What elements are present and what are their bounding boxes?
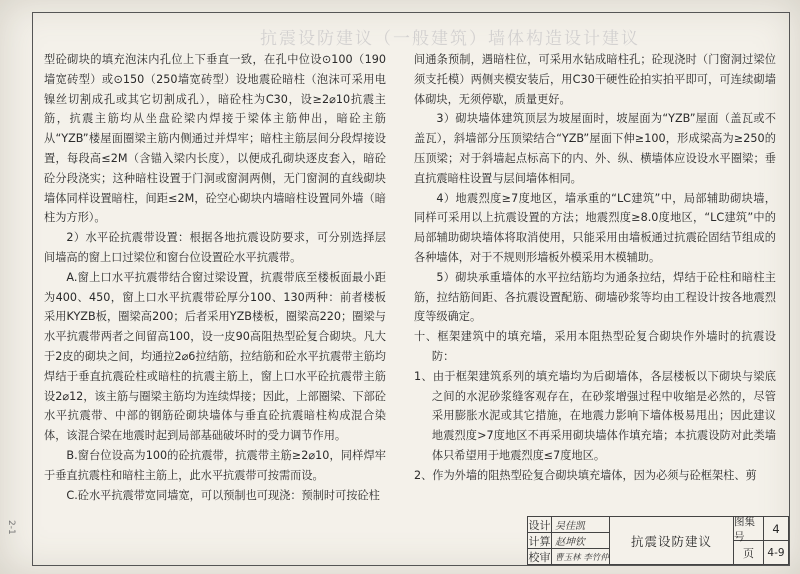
calc-label: 计算: [528, 534, 551, 548]
paragraph-horizontal-band: 2）水平砼抗震带设置：根据各地抗震设防要求，可分别选择层间墙高的窗上口过梁位和窗台位设置砼水平抗震带。: [44, 231, 386, 264]
drawing-title: 抗震设防建议: [610, 517, 734, 565]
paragraph-point-2: 2、作为外墙的阻热型砼复合砌块填充墙体，因为必须与砼框架柱、剪: [414, 468, 757, 482]
page-label: 页: [734, 541, 764, 565]
faint-watermark-title: 抗震设防建议（一般建筑）墙体构造设计建议: [260, 29, 640, 49]
check-label: 校审: [528, 550, 551, 564]
design-label: 设计: [528, 518, 551, 532]
title-block: [527, 516, 789, 565]
paragraph-item-b: B.窗台位设高为100的砼抗震带，抗震带主筋≥2⌀10，同样焊牢于垂直抗震柱和暗柱主筋上，此水平抗震带可按需而设。: [44, 448, 386, 482]
paragraph-precast-cont: 间通条预制，遇暗柱位，可采用水钻成暗柱孔；砼现浇时（门窗洞过梁位须支托模）两侧夹模安装后，用C30干硬性砼拍实拍平即可，可连续砌墙体砌块，无须停歇，质量更好。: [414, 53, 776, 106]
design-signature: 吴佳凯: [552, 517, 610, 533]
calc-signature: 赵坤钦: [552, 533, 610, 549]
set-number-label: 图集号: [734, 517, 764, 541]
left-text-column: [44, 50, 386, 505]
right-text-column: [414, 50, 776, 486]
paragraph-item-5: 5）砌块承重墙体的水平拉结筋均为通条拉结，焊结于砼柱和暗柱主筋，拉结筋间距、各抗震设置配筋、砌墙砂浆等均由工程设计按各地震烈度等级确定。: [414, 270, 776, 324]
paragraph-point-1: 1、由于框架建筑系列的填充墙均为后砌墙体，各层楼板以下砌块与梁底之间的水泥砂浆缝客观存在，在砂浆增强过程中收缩是必然的，尽管采用膨胀水泥或其它措施，在地震力影响下墙体极易甩出；因此建议地震烈度>7度地区不再采用砌块墙体作填充墙；本抗震设防对此类墙体只希望用于地震烈度≤7度地区。: [414, 369, 776, 462]
paragraph-dark-column-cont: 型砼砌块的填充泡沫内孔位上下垂直一致，在孔中位设⊙100（190墙宽砖型）或⊙150（250墙宽砖型）设地震砼暗柱（泡沫可采用电镍丝切割成孔或其它切割成孔），暗砼柱为C30，设≥2⌀10抗震主筋，抗震主筋均从坐盘砼梁内焊接于梁体主筋伸出，暗砼主筋从“YZB”楼屋面圈梁主筋内侧通过并焊牢；暗柱主筋层间分段焊接设置，每段高≤2M（含锚入梁内长度），以便成孔砌块逐皮套入，暗砼砼分段浇实；这种暗柱设置于门洞或窗洞两侧，无门窗洞的直线砌块墙体同样设置暗柱，间距≤2M，砼空心砌块内墙暗柱设置同外墙（暗柱为方形）。: [44, 53, 386, 225]
edge-mark: 2-1: [6, 520, 16, 535]
set-number-value: 4: [764, 517, 789, 541]
page-number-value: 4-9: [764, 541, 789, 565]
section-heading-ten: 十、框架建筑中的填充墙，采用本阻热型砼复合砌块作外墙时的抗震设防：: [414, 330, 776, 363]
paragraph-item-4: 4）地震烈度≥7度地区，墙承重的“LC建筑”中，局部辅助砌块墙，同样可采用以上抗震设置的方法；地震烈度≥8.0度地区，“LC建筑”中的局部辅助砌块墙体将取消使用，只能采用由墙板通过抗震砼固结节组成的各种墙体，对于不规则形墙板外模采用木模辅助。: [414, 191, 776, 264]
paragraph-item-a: A.窗上口水平抗震带结合窗过梁设置，抗震带底至楼板面最小距为400、450，窗上口水平抗震带砼厚分100、130两种：前者楼板采用KYZB板，圈梁高200；后者采用YZB楼板，圈梁高220；圈梁与水平抗震带两者之间留高100，设一皮90高阻热型砼复合砌块。凡大于2皮的砌块之间，均通拉2⌀6拉结筋，拉结筋和砼水平抗震带主筋均焊结于垂直抗震砼柱或暗柱的抗震主筋上，窗上口水平砼抗震带主筋设2⌀12，该主筋与圈梁主筋均为连续焊接；因此，上部圈梁、下部砼水平抗震带、中部的钢筋砼砌块墙体与垂直砼抗震暗柱构成混合染体，该混合梁在地震时起到局部基础破坏时的受力调节作用。: [44, 270, 386, 443]
check-signature: 曹玉林 李竹仲: [552, 549, 610, 565]
paragraph-item-3: 3）砌块墙体建筑顶层为坡屋面时，坡屋面为“YZB”屋面（盖瓦或不盖瓦），斜墙部分压顶梁结合“YZB”屋面下伸≥100，形成梁高为≥250的压顶梁；对于斜墙起点标高下的内、外、纵、横墙体应设设水平圈梁；垂直抗震暗柱设置与层间墙体相同。: [414, 112, 776, 185]
paragraph-item-c: C.砼水平抗震带宽同墙宽，可以预制也可现浇：预制时可按砼柱: [66, 488, 380, 502]
